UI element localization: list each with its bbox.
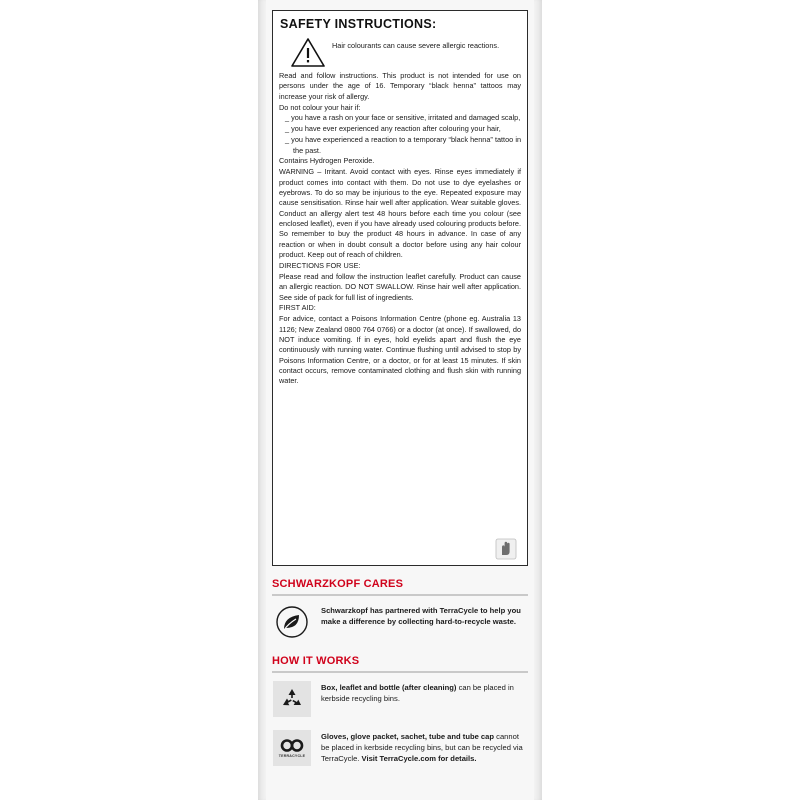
terracycle-rest: cannot be placed in kerbside recycling bins, but can be recycled via TerraCycle. [321,731,523,763]
directions-heading: DIRECTIONS FOR USE: [279,260,361,270]
terracycle-cta[interactable]: Visit TerraCycle.com for details. [361,753,477,763]
terracycle-icon-box [273,730,311,766]
warning-lead-text: Hair colourants can cause severe allergic reactions. [332,41,500,50]
safety-instructions-box [272,10,528,566]
safety-paragraph-1: Do not colour your hair if: [279,102,361,112]
leaf-recycle-icon [272,602,312,642]
recycle-icon-wrap [272,679,312,719]
how-it-works-item-recycling-text [321,679,528,704]
safety-bullet-1: _ you have ever experienced any reaction after colouring your hair, [285,124,501,134]
cares-text: Schwarzkopf has partnered with TerraCycle to help you make a difference by collecting hard-to-recycle waste. [321,605,521,626]
directions-block: Please read and follow the instruction leaflet carefully. Product can cause an allergic reaction. DO NOT SWALLOW. Rinse hair well after application. See side of pack for full list of ingredients. [279,271,521,302]
warning-triangle-icon [291,37,325,67]
safety-body [279,71,521,387]
recycling-bold: Box, leaflet and bottle (after cleaning) [321,682,457,692]
recycle-icon [279,686,305,712]
how-it-works-section [272,655,528,777]
terracycle-icon [280,738,304,753]
how-it-works-item-terracycle [272,728,528,768]
safety-bullet-2: _ you have experienced a reaction to a temporary “black henna” tattoo in the past. [285,135,521,155]
schwarzkopf-cares-section [272,578,528,651]
first-aid-heading: FIRST AID: [279,303,316,313]
how-it-works-item-terracycle-text [321,728,528,764]
warning-lead-row [279,36,521,67]
how-it-works-item-recycling [272,679,528,719]
safety-contains: Contains Hydrogen Peroxide. [279,156,375,166]
terracycle-bold: Gloves, glove packet, sachet, tube and tube cap [321,731,495,741]
recycle-icon-box [273,681,311,717]
cares-title: SCHWARZKOPF CARES [272,578,404,590]
terracycle-icon-label: TERRACYCLE [278,753,306,758]
gloves-icon [495,538,517,560]
cares-row [272,602,528,642]
safety-warning-block: WARNING – Irritant. Avoid contact with eyes. Rinse eyes immediately if product comes into contact with them. Do not use to dye eyelashes or eyebrows. To do so may be injurious to the eye. Repeated exposure may cause sensitisation. Rinse hair well after application. Wear suitable gloves. Conduct an allergy alert test 48 hours before each time you colour (see enclosed leaflet), even if you have already used colouring products before. So remember to buy the product 48 hours in advance. In case of any reaction or when in doubt consult a doctor before using any hair colour product. Keep out of reach of children. [279,167,521,260]
recycling-rest: can be placed in kerbside recycling bins. [321,682,514,703]
safety-instructions-title: SAFETY INSTRUCTIONS: [280,17,437,31]
safety-bullet-0: _ you have a rash on your face or sensitive, irritated and damaged scalp, [285,113,521,123]
how-it-works-title: HOW IT WORKS [272,655,360,667]
first-aid-block: For advice, contact a Poisons Information Centre (phone eg. Australia 13 1126; New Zealand 0800 764 0766) or a doctor (at once). If swallowed, do NOT induce vomiting. If in eyes, hold eyelids apart and flush the eye continuously with running water. Continue flushing until advised to stop by Poisons Information Centre, or a doctor, or for at least 15 minutes. If skin contact occurs, remove contaminated clothing and flush skin with running water. [279,314,521,386]
how-it-works-divider [272,671,528,673]
terracycle-icon-wrap [272,728,312,768]
cares-divider [272,594,528,596]
safety-paragraph-0: Read and follow instructions. This product is not intended for use on persons under the age of 16. Temporary “black henna” tattoos may increase your risk of allergy. [279,71,521,101]
